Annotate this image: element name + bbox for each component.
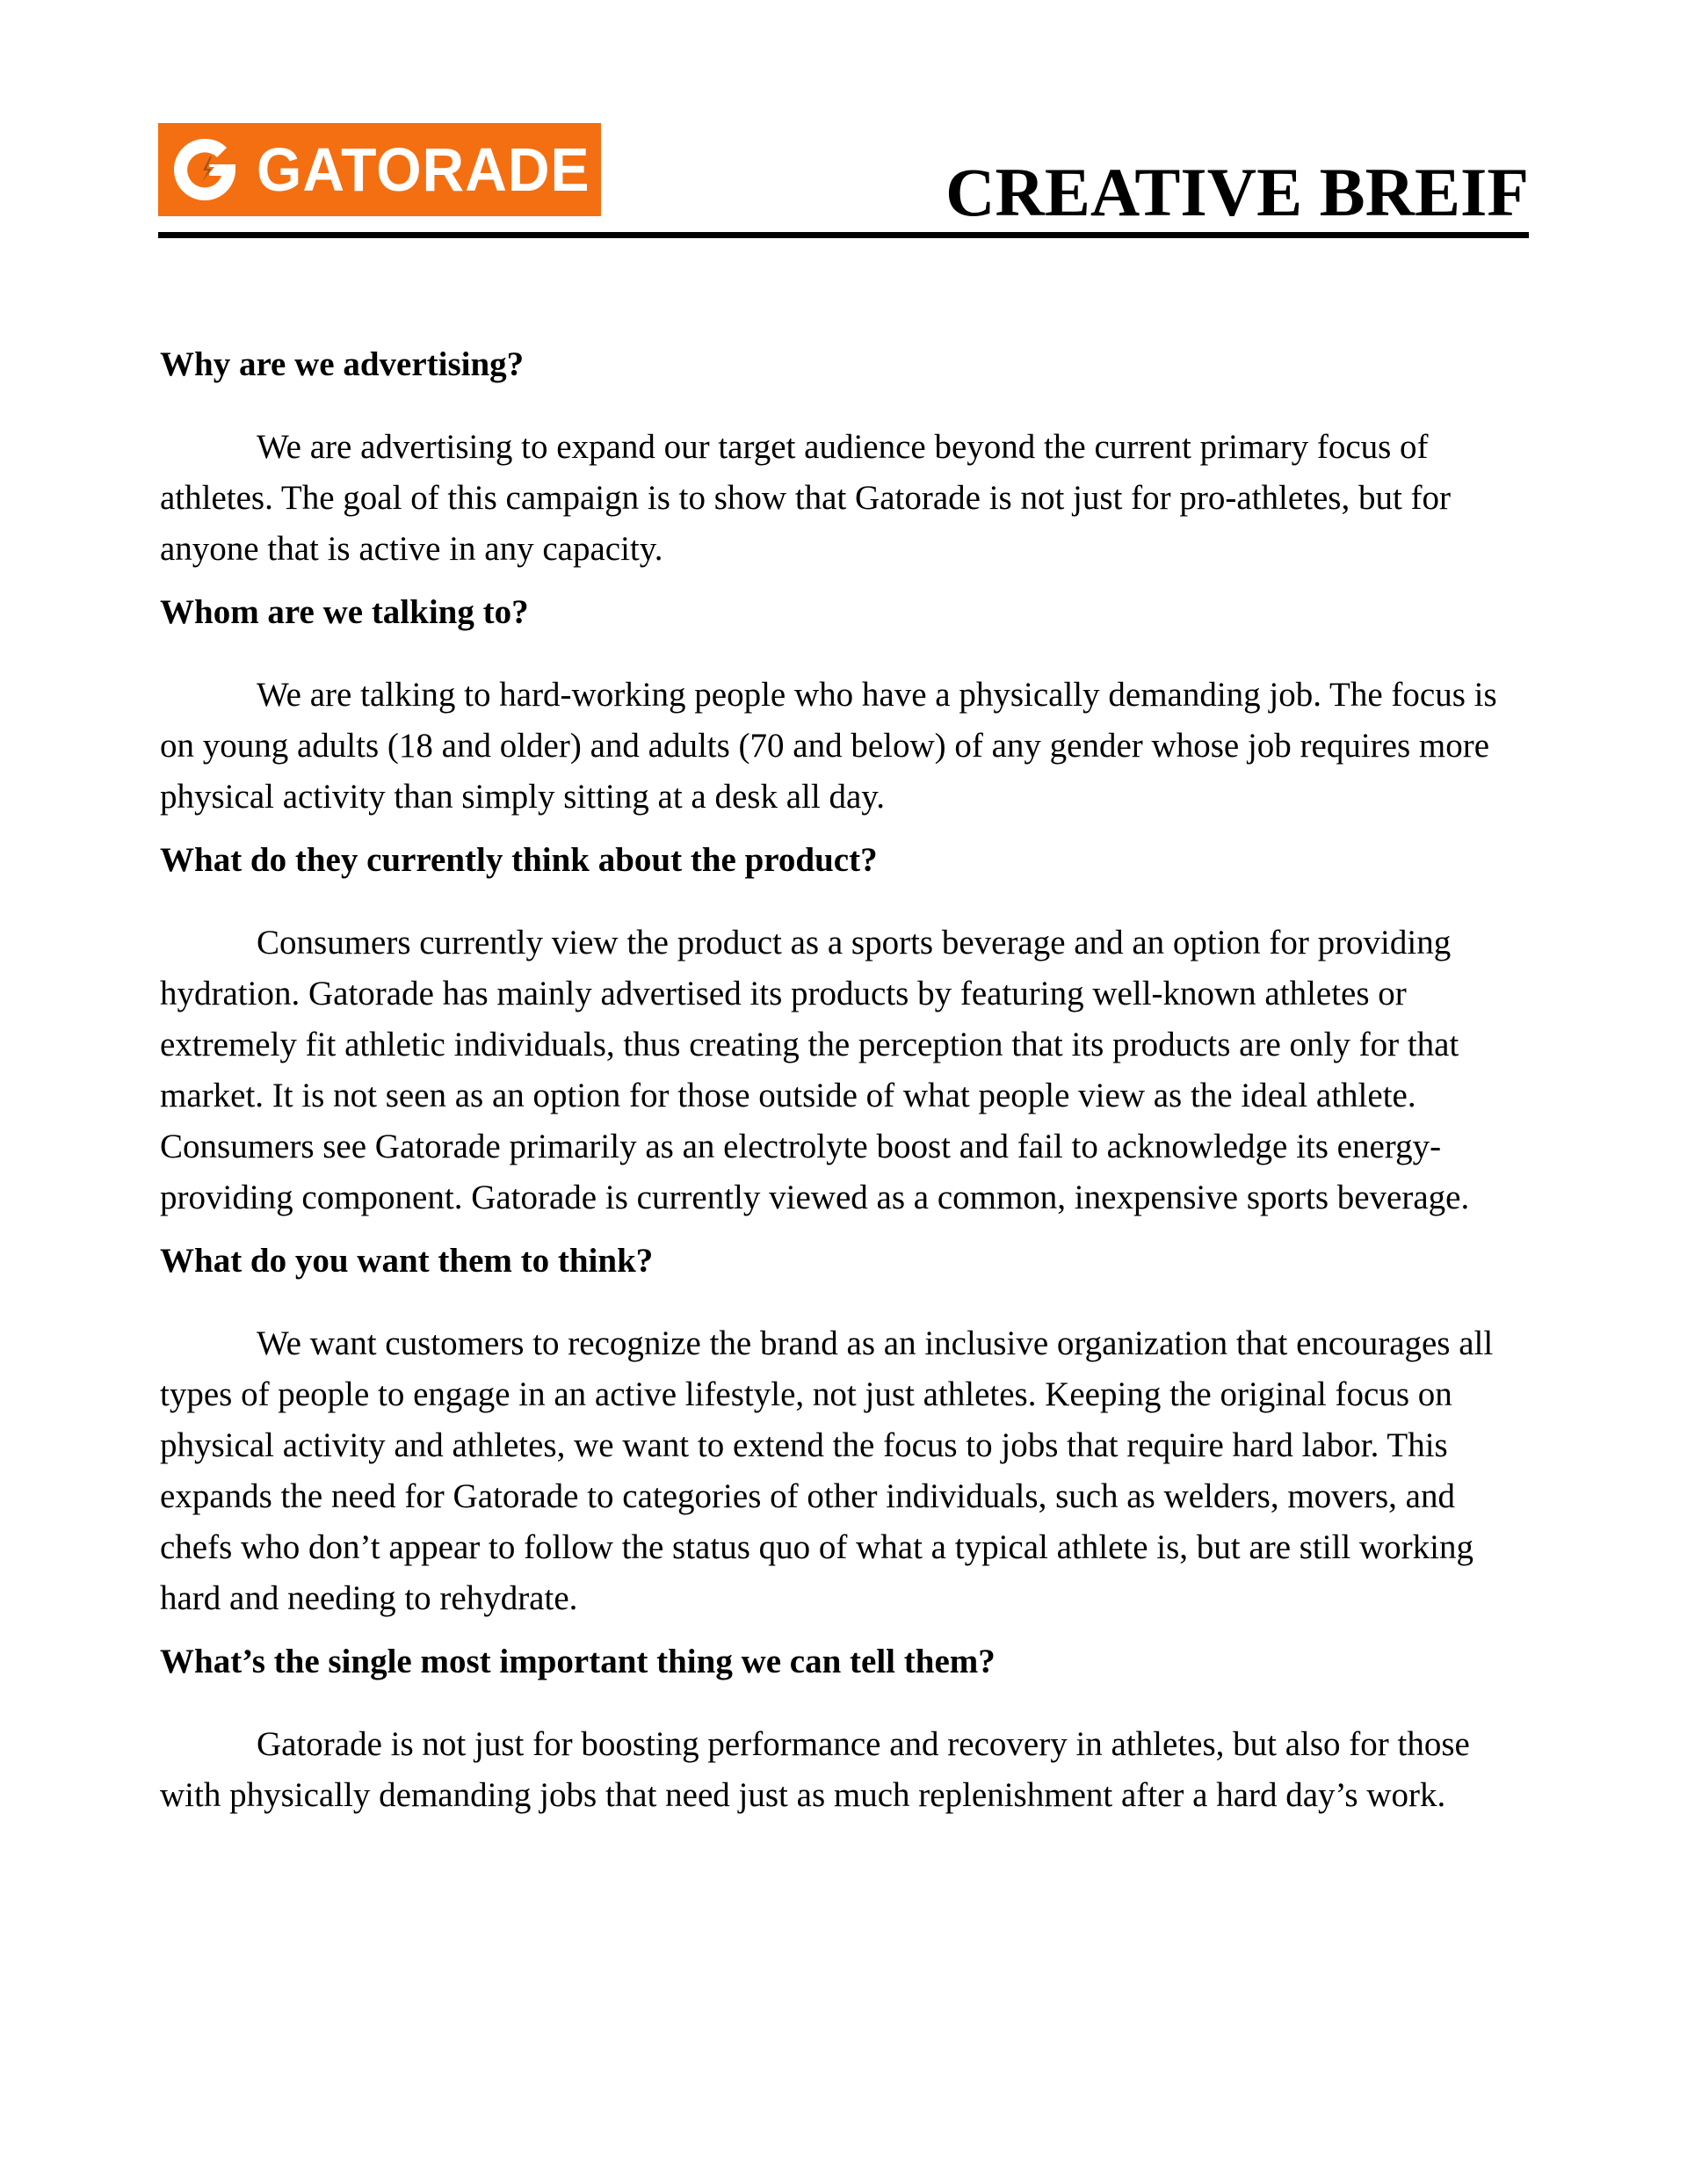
section-body: We want customers to recognize the brand as an inclusive organization that encourages all types of people to engage in an active lifestyle, not just athletes. Keeping the original focus on physical activity and athletes, we want to extend the focus to jobs that require hard labor. This expands the need for Gatorade to categories of other individuals, such as welders, movers, and chefs who don’t appear to follow the status quo of what a typical athlete is, but are still working hard and needing to rehydrate.: [160, 1324, 1494, 1617]
section-heading: What do you want them to think?: [160, 1242, 654, 1280]
section-heading: Why are we advertising?: [160, 345, 525, 383]
document-header: [158, 123, 1529, 239]
logo-wordmark: GATORADE: [257, 135, 590, 204]
section-body: Gatorade is not just for boosting performance and recovery in athletes, but also for those with physically demanding jobs that need just as much replenishment after a hard day’s work.: [160, 1725, 1470, 1814]
section-whom-talking-to: [160, 587, 1526, 823]
section-key-message: [160, 1636, 1526, 1821]
section-body: We are advertising to expand our target audience beyond the current primary focus of athletes. The goal of this campaign is to show that Gatorade is not just for pro-athletes, but for anyone that is active in any capacity.: [160, 428, 1452, 568]
header-divider: [158, 232, 1529, 238]
gatorade-g-bolt-icon: [170, 135, 239, 204]
section-why-advertising: [160, 339, 1526, 575]
section-body: Consumers currently view the product as a sports beverage and an option for providing hydration. Gatorade has mainly advertised its products by featuring well-known athletes or extremely fit athletic individuals, thus creating the perception that its products are only for that market. It is not seen as an option for those outside of what people view as the ideal athlete. Consumers see Gatorade primarily as an electrolyte boost and fail to acknowledge its energy-providing component. Gatorade is currently viewed as a common, inexpensive sports beverage.: [160, 924, 1470, 1216]
gatorade-logo: [158, 123, 601, 216]
section-heading: Whom are we talking to?: [160, 593, 529, 631]
brief-content: [160, 339, 1526, 1833]
section-heading: What do they currently think about the product?: [160, 841, 878, 879]
section-current-perception: [160, 835, 1526, 1223]
section-heading: What’s the single most important thing we can tell them?: [160, 1643, 996, 1680]
section-desired-perception: [160, 1236, 1526, 1624]
section-body: We are talking to hard-working people who have a physically demanding job. The focus is on young adults (18 and older) and adults (70 and below) of any gender whose job requires more physical activity than simply sitting at a desk all day.: [160, 676, 1497, 816]
document-title: CREATIVE BREIF: [945, 154, 1529, 230]
